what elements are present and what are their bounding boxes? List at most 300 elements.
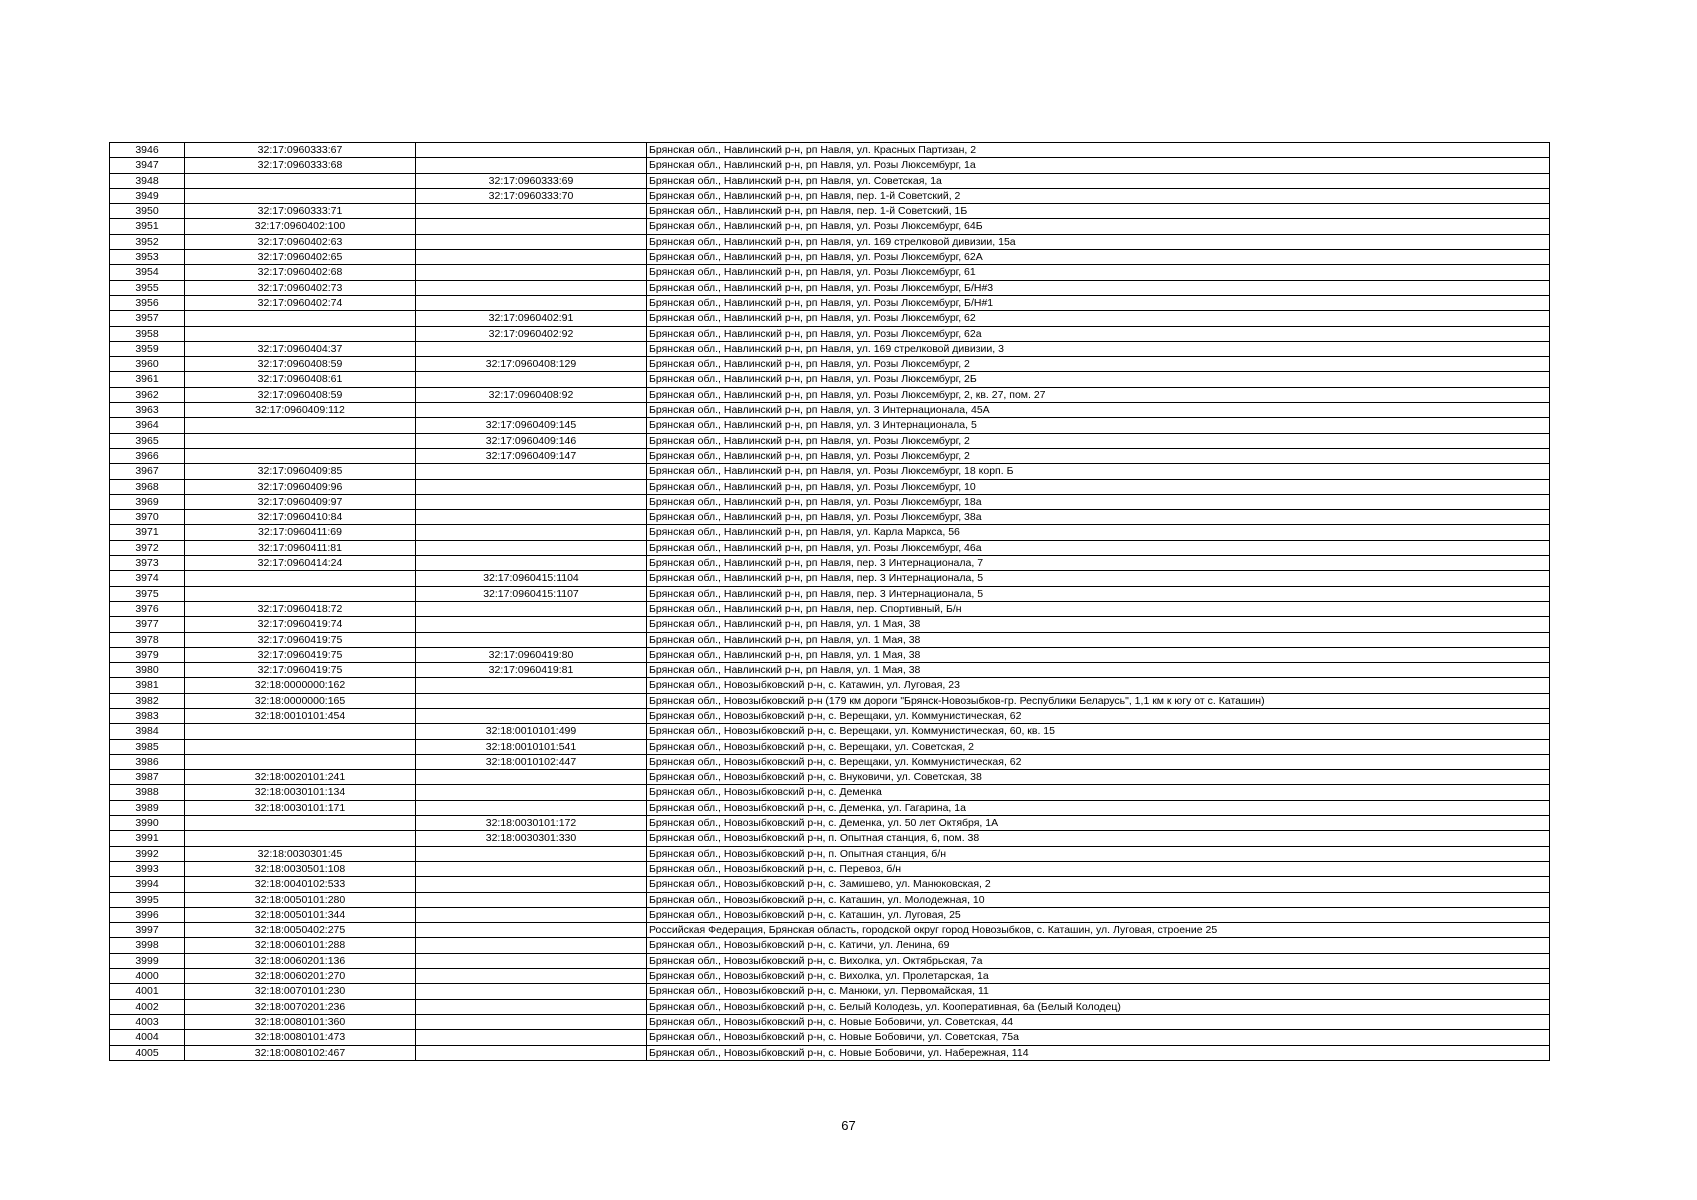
table-row	[110, 571, 1550, 586]
related-cadastral-number-cell	[416, 494, 647, 509]
address-cell: Брянская обл., Навлинский р-н, рп Навля, ул. Розы Люксембург, 2	[647, 448, 1550, 463]
table-row	[110, 464, 1550, 479]
table-row	[110, 341, 1550, 356]
table-row	[110, 448, 1550, 463]
table-row	[110, 433, 1550, 448]
address-cell: Брянская обл., Навлинский р-н, рп Навля, ул. Розы Люксембург, 2, кв. 27, пом. 27	[647, 387, 1550, 402]
table-row	[110, 846, 1550, 861]
table-row	[110, 219, 1550, 234]
cadastral-number-cell: 32:17:0960409:97	[185, 494, 416, 509]
related-cadastral-number-cell	[416, 708, 647, 723]
table-row	[110, 311, 1550, 326]
address-cell: Брянская обл., Навлинский р-н, рп Навля, ул. Розы Люксембург, 18а	[647, 494, 1550, 509]
table-row	[110, 632, 1550, 647]
data-table	[109, 142, 1550, 1061]
row-number-cell: 3958	[110, 326, 185, 341]
row-number-cell: 3986	[110, 754, 185, 769]
cadastral-number-cell: 32:17:0960409:112	[185, 403, 416, 418]
address-cell: Брянская обл., Новозыбковский р-н, с. Манюки, ул. Первомайская, 11	[647, 984, 1550, 999]
row-number-cell: 3991	[110, 831, 185, 846]
related-cadastral-number-cell	[416, 632, 647, 647]
table-row	[110, 999, 1550, 1014]
cadastral-number-cell: 32:18:0080101:473	[185, 1030, 416, 1045]
row-number-cell: 3993	[110, 861, 185, 876]
cadastral-number-cell: 32:18:0070201:236	[185, 999, 416, 1014]
table-row	[110, 387, 1550, 402]
address-cell: Брянская обл., Навлинский р-н, рп Навля, ул. Розы Люксембург, 38а	[647, 510, 1550, 525]
table-row	[110, 204, 1550, 219]
address-cell: Брянская обл., Навлинский р-н, рп Навля, ул. Советская, 1а	[647, 173, 1550, 188]
row-number-cell: 3983	[110, 708, 185, 723]
table-row	[110, 923, 1550, 938]
related-cadastral-number-cell	[416, 250, 647, 265]
cadastral-number-cell: 32:17:0960402:63	[185, 234, 416, 249]
row-number-cell: 3989	[110, 800, 185, 815]
row-number-cell: 3984	[110, 724, 185, 739]
table-row	[110, 800, 1550, 815]
related-cadastral-number-cell	[416, 234, 647, 249]
address-cell: Брянская обл., Навлинский р-н, рп Навля, ул. 1 Мая, 38	[647, 647, 1550, 662]
row-number-cell: 4000	[110, 969, 185, 984]
related-cadastral-number-cell	[416, 923, 647, 938]
table-row	[110, 969, 1550, 984]
related-cadastral-number-cell	[416, 785, 647, 800]
related-cadastral-number-cell: 32:17:0960419:81	[416, 663, 647, 678]
row-number-cell: 3957	[110, 311, 185, 326]
row-number-cell: 3996	[110, 907, 185, 922]
table-row	[110, 280, 1550, 295]
table-row	[110, 708, 1550, 723]
address-cell: Брянская обл., Новозыбковский р-н, с. Новые Бобовичи, ул. Советская, 44	[647, 1014, 1550, 1029]
address-cell: Брянская обл., Новозыбковский р-н, с. Деменка, ул. Гагарина, 1а	[647, 800, 1550, 815]
table-row	[110, 877, 1550, 892]
cadastral-number-cell: 32:17:0960411:81	[185, 540, 416, 555]
cadastral-number-cell: 32:18:0050101:344	[185, 907, 416, 922]
table-row	[110, 663, 1550, 678]
table-row	[110, 510, 1550, 525]
row-number-cell: 3987	[110, 770, 185, 785]
address-cell: Брянская обл., Навлинский р-н, рп Навля, пер. 3 Интернационала, 7	[647, 556, 1550, 571]
row-number-cell: 3990	[110, 816, 185, 831]
related-cadastral-number-cell	[416, 479, 647, 494]
row-number-cell: 3964	[110, 418, 185, 433]
row-number-cell: 3973	[110, 556, 185, 571]
address-cell: Брянская обл., Навлинский р-н, рп Навля, ул. 3 Интернационала, 5	[647, 418, 1550, 433]
table-row	[110, 678, 1550, 693]
cadastral-number-cell: 32:17:0960408:59	[185, 387, 416, 402]
row-number-cell: 3953	[110, 250, 185, 265]
cadastral-number-cell: 32:18:0050101:280	[185, 892, 416, 907]
cadastral-number-cell: 32:18:0050402:275	[185, 923, 416, 938]
row-number-cell: 3962	[110, 387, 185, 402]
table-row	[110, 953, 1550, 968]
table-row	[110, 173, 1550, 188]
table-row	[110, 143, 1550, 158]
cadastral-number-cell: 32:17:0960402:68	[185, 265, 416, 280]
row-number-cell: 3981	[110, 678, 185, 693]
address-cell: Брянская обл., Новозыбковский р-н, с. Вихолка, ул. Пролетарская, 1а	[647, 969, 1550, 984]
related-cadastral-number-cell	[416, 510, 647, 525]
row-number-cell: 3966	[110, 448, 185, 463]
address-cell: Брянская обл., Новозыбковский р-н, с. Деменка	[647, 785, 1550, 800]
address-cell: Брянская обл., Навлинский р-н, рп Навля, ул. Розы Люксембург, 18 корп. Б	[647, 464, 1550, 479]
row-number-cell: 3971	[110, 525, 185, 540]
table-row	[110, 479, 1550, 494]
cadastral-number-cell: 32:18:0030301:45	[185, 846, 416, 861]
row-number-cell: 3998	[110, 938, 185, 953]
row-number-cell: 3975	[110, 586, 185, 601]
related-cadastral-number-cell	[416, 907, 647, 922]
related-cadastral-number-cell	[416, 295, 647, 310]
row-number-cell: 4005	[110, 1045, 185, 1060]
address-cell: Брянская обл., Новозыбковский р-н, с. Белый Колодезь, ул. Кооперативная, 6а (Белый Колодец)	[647, 999, 1550, 1014]
table-row	[110, 372, 1550, 387]
table-row	[110, 1014, 1550, 1029]
address-cell: Брянская обл., Новозыбковский р-н, с. Верещаки, ул. Коммунистическая, 62	[647, 708, 1550, 723]
address-cell: Брянская обл., Новозыбковский р-н, с. Внуковичи, ул. Советская, 38	[647, 770, 1550, 785]
row-number-cell: 4002	[110, 999, 185, 1014]
related-cadastral-number-cell	[416, 953, 647, 968]
related-cadastral-number-cell	[416, 1045, 647, 1060]
table-row	[110, 892, 1550, 907]
address-cell: Брянская обл., Новозыбковский р-н, с. Верещаки, ул. Коммунистическая, 62	[647, 754, 1550, 769]
related-cadastral-number-cell: 32:17:0960409:147	[416, 448, 647, 463]
cadastral-number-cell: 32:17:0960410:84	[185, 510, 416, 525]
address-cell: Брянская обл., Новозыбковский р-н, п. Опытная станция, б/н	[647, 846, 1550, 861]
row-number-cell: 3949	[110, 188, 185, 203]
table-row	[110, 754, 1550, 769]
address-cell: Брянская обл., Навлинский р-н, рп Навля, ул. Розы Люксембург, 2Б	[647, 372, 1550, 387]
row-number-cell: 3963	[110, 403, 185, 418]
related-cadastral-number-cell: 32:18:0030301:330	[416, 831, 647, 846]
address-cell: Брянская обл., Навлинский р-н, рп Навля, ул. 169 стрелковой дивизии, 15а	[647, 234, 1550, 249]
cadastral-number-cell: 32:18:0070101:230	[185, 984, 416, 999]
related-cadastral-number-cell	[416, 341, 647, 356]
cadastral-number-cell: 32:17:0960408:61	[185, 372, 416, 387]
related-cadastral-number-cell	[416, 540, 647, 555]
cadastral-number-cell: 32:17:0960419:75	[185, 663, 416, 678]
address-cell: Брянская обл., Навлинский р-н, рп Навля, ул. Розы Люксембург, 61	[647, 265, 1550, 280]
address-cell: Брянская обл., Навлинский р-н, рп Навля, ул. Розы Люксембург, 64Б	[647, 219, 1550, 234]
related-cadastral-number-cell	[416, 219, 647, 234]
cadastral-number-cell	[185, 433, 416, 448]
related-cadastral-number-cell: 32:18:0010101:541	[416, 739, 647, 754]
cadastral-number-cell	[185, 586, 416, 601]
table-row	[110, 907, 1550, 922]
row-number-cell: 3951	[110, 219, 185, 234]
cadastral-number-cell	[185, 739, 416, 754]
table-row	[110, 494, 1550, 509]
address-cell: Брянская обл., Новозыбковский р-н, с. Каташин, ул. Луговая, 25	[647, 907, 1550, 922]
related-cadastral-number-cell	[416, 143, 647, 158]
cadastral-number-cell	[185, 173, 416, 188]
address-cell: Брянская обл., Навлинский р-н, рп Навля, пер. 1-й Советский, 1Б	[647, 204, 1550, 219]
cadastral-number-cell: 32:17:0960333:68	[185, 158, 416, 173]
cadastral-number-cell	[185, 816, 416, 831]
cadastral-number-cell: 32:17:0960418:72	[185, 601, 416, 616]
row-number-cell: 3994	[110, 877, 185, 892]
cadastral-number-cell: 32:17:0960402:100	[185, 219, 416, 234]
row-number-cell: 3988	[110, 785, 185, 800]
related-cadastral-number-cell	[416, 1030, 647, 1045]
related-cadastral-number-cell: 32:18:0010102:447	[416, 754, 647, 769]
table-row	[110, 525, 1550, 540]
address-cell: Брянская обл., Навлинский р-н, рп Навля, ул. Розы Люксембург, 1а	[647, 158, 1550, 173]
row-number-cell: 3950	[110, 204, 185, 219]
related-cadastral-number-cell	[416, 984, 647, 999]
address-cell: Брянская обл., Навлинский р-н, рп Навля, ул. Красных Партизан, 2	[647, 143, 1550, 158]
table-row	[110, 1045, 1550, 1060]
related-cadastral-number-cell: 32:17:0960402:92	[416, 326, 647, 341]
address-cell: Брянская обл., Навлинский р-н, рп Навля, ул. Розы Люксембург, 2	[647, 357, 1550, 372]
cadastral-number-cell	[185, 754, 416, 769]
cadastral-number-cell	[185, 188, 416, 203]
cadastral-number-cell: 32:17:0960333:71	[185, 204, 416, 219]
related-cadastral-number-cell	[416, 846, 647, 861]
cadastral-number-cell: 32:18:0060101:288	[185, 938, 416, 953]
address-cell: Брянская обл., Новозыбковский р-н, с. Новые Бобовичи, ул. Набережная, 114	[647, 1045, 1550, 1060]
table-row	[110, 188, 1550, 203]
table-row	[110, 403, 1550, 418]
address-cell: Брянская обл., Новозыбковский р-н, с. Каташин, ул. Молодежная, 10	[647, 892, 1550, 907]
related-cadastral-number-cell	[416, 861, 647, 876]
related-cadastral-number-cell: 32:17:0960402:91	[416, 311, 647, 326]
address-cell: Брянская обл., Навлинский р-н, рп Навля, ул. Розы Люксембург, 62А	[647, 250, 1550, 265]
row-number-cell: 3967	[110, 464, 185, 479]
cadastral-number-cell: 32:17:0960409:96	[185, 479, 416, 494]
address-cell: Брянская обл., Новозыбковский р-н, с. Катичи, ул. Ленина, 69	[647, 938, 1550, 953]
cadastral-number-cell	[185, 724, 416, 739]
table-row	[110, 785, 1550, 800]
address-cell: Брянская обл., Навлинский р-н, рп Навля, пер. Спортивный, Б/н	[647, 601, 1550, 616]
row-number-cell: 3965	[110, 433, 185, 448]
cadastral-number-cell: 32:17:0960333:67	[185, 143, 416, 158]
row-number-cell: 3948	[110, 173, 185, 188]
related-cadastral-number-cell	[416, 877, 647, 892]
table-row	[110, 250, 1550, 265]
related-cadastral-number-cell	[416, 770, 647, 785]
address-cell: Российская Федерация, Брянская область, городской округ город Новозыбков, с. Каташин, ул. Луговая, строение 25	[647, 923, 1550, 938]
row-number-cell: 3959	[110, 341, 185, 356]
table-row	[110, 647, 1550, 662]
cadastral-number-cell: 32:17:0960408:59	[185, 357, 416, 372]
address-cell: Брянская обл., Навлинский р-н, рп Навля, ул. Карла Маркса, 56	[647, 525, 1550, 540]
related-cadastral-number-cell	[416, 158, 647, 173]
address-cell: Брянская обл., Новозыбковский р-н, с. Деменка, ул. 50 лет Октября, 1А	[647, 816, 1550, 831]
cadastral-number-cell	[185, 571, 416, 586]
address-cell: Брянская обл., Навлинский р-н, рп Навля, пер. 3 Интернационала, 5	[647, 586, 1550, 601]
related-cadastral-number-cell: 32:17:0960419:80	[416, 647, 647, 662]
cadastral-number-cell: 32:17:0960419:74	[185, 617, 416, 632]
address-cell: Брянская обл., Навлинский р-н, рп Навля, ул. 1 Мая, 38	[647, 632, 1550, 647]
row-number-cell: 3946	[110, 143, 185, 158]
cadastral-number-cell: 32:17:0960402:74	[185, 295, 416, 310]
cadastral-number-cell: 32:17:0960419:75	[185, 632, 416, 647]
row-number-cell: 3974	[110, 571, 185, 586]
row-number-cell: 3976	[110, 601, 185, 616]
address-cell: Брянская обл., Навлинский р-н, рп Навля, ул. Розы Люксембург, 62	[647, 311, 1550, 326]
row-number-cell: 3960	[110, 357, 185, 372]
related-cadastral-number-cell	[416, 800, 647, 815]
row-number-cell: 3954	[110, 265, 185, 280]
address-cell: Брянская обл., Новозыбковский р-н (179 км дороги "Брянск-Новозыбков-гр. Республики Беларусь", 1,1 км к югу от с. Каташин)	[647, 693, 1550, 708]
address-cell: Брянская обл., Навлинский р-н, рп Навля, ул. 1 Мая, 38	[647, 617, 1550, 632]
related-cadastral-number-cell	[416, 265, 647, 280]
page-number: 67	[841, 1118, 856, 1133]
table-row	[110, 357, 1550, 372]
row-number-cell: 3979	[110, 647, 185, 662]
row-number-cell: 3961	[110, 372, 185, 387]
table-row	[110, 418, 1550, 433]
row-number-cell: 3985	[110, 739, 185, 754]
row-number-cell: 3982	[110, 693, 185, 708]
table-row	[110, 1030, 1550, 1045]
address-cell: Брянская обл., Навлинский р-н, рп Навля, ул. Розы Люксембург, 46а	[647, 540, 1550, 555]
related-cadastral-number-cell	[416, 556, 647, 571]
related-cadastral-number-cell	[416, 464, 647, 479]
related-cadastral-number-cell: 32:18:0030101:172	[416, 816, 647, 831]
row-number-cell: 3997	[110, 923, 185, 938]
related-cadastral-number-cell	[416, 999, 647, 1014]
related-cadastral-number-cell	[416, 525, 647, 540]
table-row	[110, 556, 1550, 571]
row-number-cell: 3977	[110, 617, 185, 632]
table-row	[110, 586, 1550, 601]
address-cell: Брянская обл., Навлинский р-н, рп Навля, ул. 1 Мая, 38	[647, 663, 1550, 678]
cadastral-number-cell: 32:17:0960411:69	[185, 525, 416, 540]
row-number-cell: 4004	[110, 1030, 185, 1045]
table-row	[110, 265, 1550, 280]
cadastral-number-cell: 32:17:0960419:75	[185, 647, 416, 662]
address-cell: Брянская обл., Навлинский р-н, рп Навля, ул. Розы Люксембург, 10	[647, 479, 1550, 494]
row-number-cell: 4003	[110, 1014, 185, 1029]
cadastral-number-cell: 32:17:0960414:24	[185, 556, 416, 571]
address-cell: Брянская обл., Навлинский р-н, рп Навля, пер. 3 Интернационала, 5	[647, 571, 1550, 586]
row-number-cell: 3956	[110, 295, 185, 310]
address-cell: Брянская обл., Навлинский р-н, рп Навля, пер. 1-й Советский, 2	[647, 188, 1550, 203]
cadastral-number-cell: 32:18:0060201:270	[185, 969, 416, 984]
row-number-cell: 3969	[110, 494, 185, 509]
related-cadastral-number-cell	[416, 969, 647, 984]
row-number-cell: 3999	[110, 953, 185, 968]
address-cell: Брянская обл., Навлинский р-н, рп Навля, ул. 3 Интернационала, 45А	[647, 403, 1550, 418]
cadastral-number-cell: 32:18:0020101:241	[185, 770, 416, 785]
address-cell: Брянская обл., Новозыбковский р-н, с. Верещаки, ул. Коммунистическая, 60, кв. 15	[647, 724, 1550, 739]
related-cadastral-number-cell: 32:17:0960333:69	[416, 173, 647, 188]
related-cadastral-number-cell: 32:17:0960415:1104	[416, 571, 647, 586]
cadastral-number-cell	[185, 418, 416, 433]
address-cell: Брянская обл., Навлинский р-н, рп Навля, ул. Розы Люксембург, 2	[647, 433, 1550, 448]
related-cadastral-number-cell: 32:17:0960409:146	[416, 433, 647, 448]
cadastral-number-cell: 32:18:0060201:136	[185, 953, 416, 968]
address-cell: Брянская обл., Новозыбковский р-н, с. Верещаки, ул. Советская, 2	[647, 739, 1550, 754]
table-row	[110, 984, 1550, 999]
related-cadastral-number-cell	[416, 280, 647, 295]
table-row	[110, 938, 1550, 953]
table-row	[110, 693, 1550, 708]
table-row	[110, 861, 1550, 876]
cadastral-number-cell: 32:17:0960404:37	[185, 341, 416, 356]
cadastral-number-cell: 32:18:0000000:162	[185, 678, 416, 693]
related-cadastral-number-cell: 32:17:0960408:92	[416, 387, 647, 402]
table-row	[110, 816, 1550, 831]
cadastral-number-cell: 32:18:0000000:165	[185, 693, 416, 708]
address-cell: Брянская обл., Новозыбковский р-н, п. Опытная станция, 6, пом. 38	[647, 831, 1550, 846]
address-cell: Брянская обл., Новозыбковский р-н, с. Замишево, ул. Манюковская, 2	[647, 877, 1550, 892]
table-row	[110, 295, 1550, 310]
related-cadastral-number-cell	[416, 601, 647, 616]
table-row	[110, 326, 1550, 341]
table-row	[110, 234, 1550, 249]
related-cadastral-number-cell	[416, 372, 647, 387]
row-number-cell: 3955	[110, 280, 185, 295]
cadastral-number-cell	[185, 831, 416, 846]
table-row	[110, 831, 1550, 846]
table-row	[110, 770, 1550, 785]
row-number-cell: 3947	[110, 158, 185, 173]
table-body	[110, 143, 1550, 1061]
cadastral-number-cell: 32:18:0010101:454	[185, 708, 416, 723]
cadastral-number-cell	[185, 448, 416, 463]
related-cadastral-number-cell	[416, 617, 647, 632]
cadastral-number-cell	[185, 326, 416, 341]
related-cadastral-number-cell	[416, 938, 647, 953]
cadastral-number-cell: 32:17:0960402:73	[185, 280, 416, 295]
related-cadastral-number-cell: 32:17:0960408:129	[416, 357, 647, 372]
row-number-cell: 3952	[110, 234, 185, 249]
table-row	[110, 601, 1550, 616]
row-number-cell: 3992	[110, 846, 185, 861]
row-number-cell: 3995	[110, 892, 185, 907]
address-cell: Брянская обл., Новозыбковский р-н, с. Перевоз, б/н	[647, 861, 1550, 876]
cadastral-number-cell: 32:18:0040102:533	[185, 877, 416, 892]
row-number-cell: 3980	[110, 663, 185, 678]
cadastral-number-cell: 32:18:0030101:171	[185, 800, 416, 815]
cadastral-number-cell: 32:18:0080102:467	[185, 1045, 416, 1060]
table-row	[110, 724, 1550, 739]
row-number-cell: 3972	[110, 540, 185, 555]
related-cadastral-number-cell: 32:17:0960409:145	[416, 418, 647, 433]
related-cadastral-number-cell	[416, 892, 647, 907]
table-row	[110, 158, 1550, 173]
address-cell: Брянская обл., Новозыбковский р-н, с. Катаwин, ул. Луговая, 23	[647, 678, 1550, 693]
address-cell: Брянская обл., Навлинский р-н, рп Навля, ул. Розы Люксембург, 62а	[647, 326, 1550, 341]
related-cadastral-number-cell: 32:17:0960333:70	[416, 188, 647, 203]
row-number-cell: 3970	[110, 510, 185, 525]
table-row	[110, 739, 1550, 754]
cadastral-number-cell: 32:18:0080101:360	[185, 1014, 416, 1029]
address-cell: Брянская обл., Новозыбковский р-н, с. Новые Бобовичи, ул. Советская, 75а	[647, 1030, 1550, 1045]
table-row	[110, 540, 1550, 555]
related-cadastral-number-cell	[416, 403, 647, 418]
related-cadastral-number-cell: 32:18:0010101:499	[416, 724, 647, 739]
cadastral-number-cell: 32:18:0030101:134	[185, 785, 416, 800]
address-cell: Брянская обл., Навлинский р-н, рп Навля, ул. 169 стрелковой дивизии, 3	[647, 341, 1550, 356]
row-number-cell: 3978	[110, 632, 185, 647]
related-cadastral-number-cell	[416, 678, 647, 693]
cadastral-number-cell: 32:18:0030501:108	[185, 861, 416, 876]
related-cadastral-number-cell	[416, 1014, 647, 1029]
address-cell: Брянская обл., Навлинский р-н, рп Навля, ул. Розы Люксембург, Б/Н#1	[647, 295, 1550, 310]
related-cadastral-number-cell	[416, 204, 647, 219]
related-cadastral-number-cell	[416, 693, 647, 708]
cadastral-number-cell: 32:17:0960402:65	[185, 250, 416, 265]
cadastral-number-cell	[185, 311, 416, 326]
related-cadastral-number-cell: 32:17:0960415:1107	[416, 586, 647, 601]
row-number-cell: 3968	[110, 479, 185, 494]
row-number-cell: 4001	[110, 984, 185, 999]
table-row	[110, 617, 1550, 632]
